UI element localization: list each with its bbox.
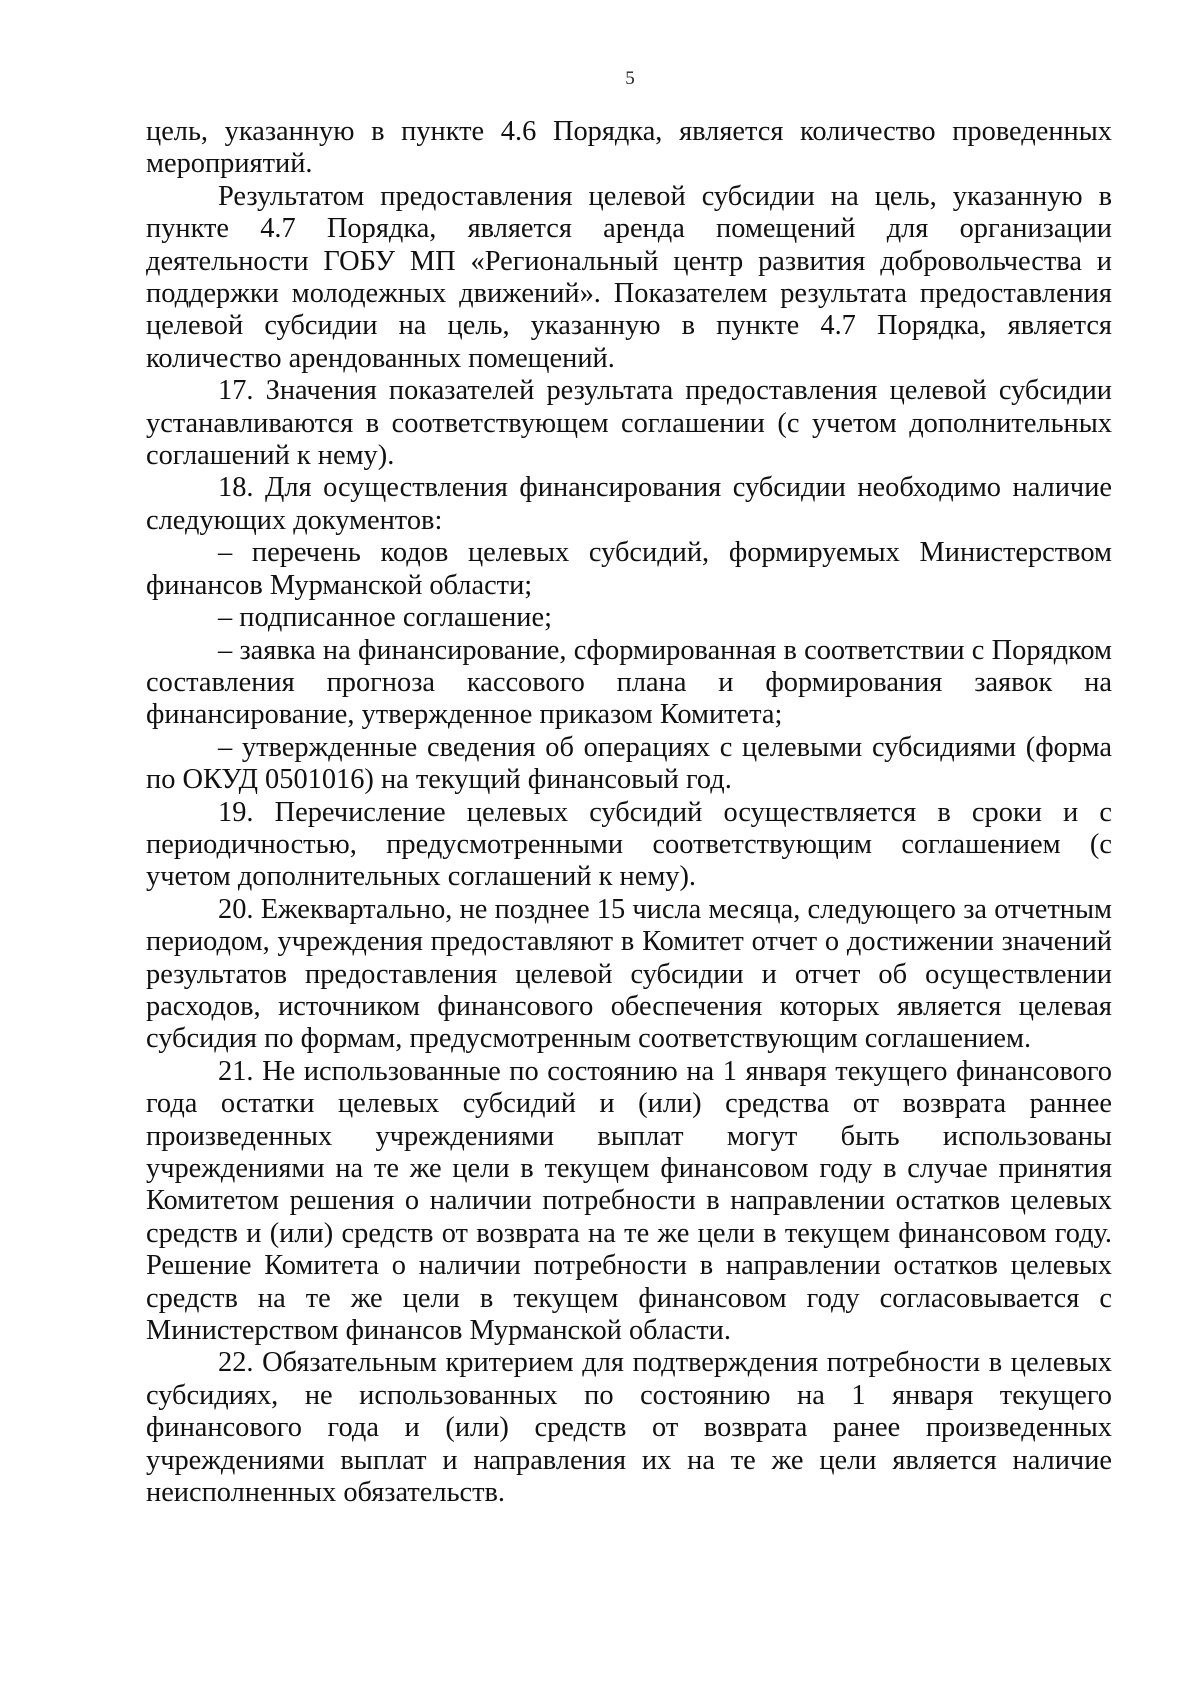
list-item-codes: – перечень кодов целевых субсидий, формируемых Министерством финансов Мурманской области; (146, 537, 1112, 601)
paragraph-18: 18. Для осуществления финансирования субсидии необходимо наличие следующих документов: (146, 472, 1112, 536)
list-item-agreement: – подписанное соглашение; (218, 602, 552, 634)
paragraph-19: 19. Перечисление целевых субсидий осуществляется в сроки и с периодичностью, предусмотренными соответствующим соглашением (с учетом дополнительных соглашений к нему). (146, 796, 1112, 893)
list-item-info: – утвержденные сведения об операциях с целевыми субсидиями (форма по ОКУД 0501016) на текущий финансовый год. (146, 731, 1112, 796)
paragraph-result-4-7: Результатом предоставления целевой субсидии на цель, указанную в пункте 4.7 Порядка, является аренда помещений для организации деятельности ГОБУ МП «Региональный центр развития добровольчества и поддержки молодежных движений». Показателем результата предоставления целевой субсидии на цель, указанную в пункте 4.7 Порядка, является количество арендованных помещений. (146, 180, 1112, 374)
paragraph-20: 20. Ежеквартально, не позднее 15 числа месяца, следующего за отчетным периодом, учреждения предоставляют в Комитет отчет о достижении значений результатов предоставления целевой субсидии и отчет об осуществлении расходов, источником финансового обеспечения которых является целевая субсидия по формам, предусмотренным соответствующим соглашением. (146, 893, 1112, 1055)
paragraph-continuation: цель, указанную в пункте 4.6 Порядка, является количество проведенных мероприятий. (146, 116, 1112, 180)
paragraph-21: 21. Не использованные по состоянию на 1 января текущего финансового года остатки целевых субсидий и (или) средства от возврата раннее произведенных учреждениями выплат могут быть использованы учреждениями на те же цели в текущем финансовом году в случае принятия Комитетом решения о наличии потребности в направлении остатков целевых средств и (или) средств от возврата на те же цели в текущем финансовом году. Решение Комитета о наличии потребности в направлении остатков целевых средств на те же цели в текущем финансовом году согласовывается с Министерством финансов Мурманской области. (146, 1055, 1112, 1347)
paragraph-22: 22. Обязательным критерием для подтверждения потребности в целевых субсидиях, не использованных по состоянию на 1 января текущего финансового года и (или) средств от возврата ранее произведенных учреждениями выплат и направления их на те же цели является наличие неисполненных обязательств. (146, 1347, 1112, 1509)
list-item-request: – заявка на финансирование, сформированная в соответствии с Порядком составления прогноза кассового плана и формирования заявок на финансирование, утвержденное приказом Комитета; (146, 634, 1112, 731)
document-body (146, 116, 1112, 1509)
page-number: 5 (625, 68, 635, 89)
paragraph-17: 17. Значения показателей результата предоставления целевой субсидии устанавливаются в соответствующем соглашении (с учетом дополнительных соглашений к нему). (146, 375, 1112, 472)
